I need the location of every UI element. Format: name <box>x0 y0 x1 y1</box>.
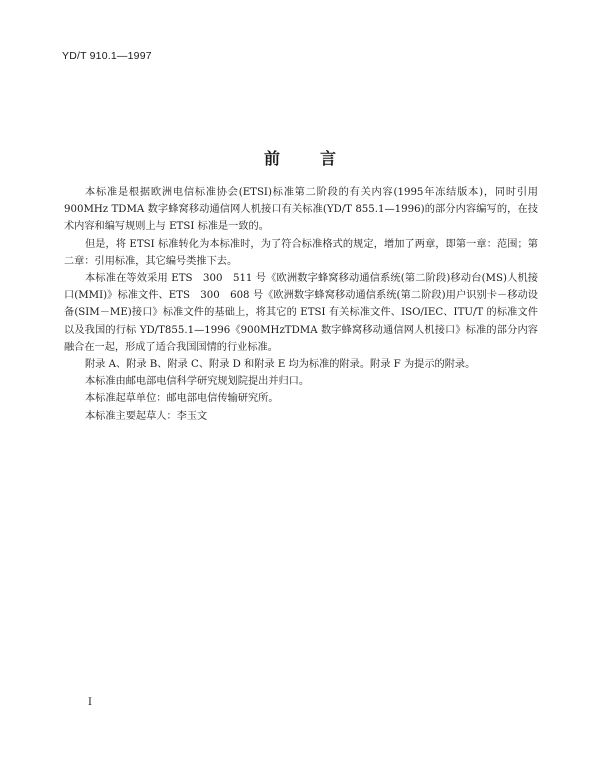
paragraph: 附录 A、附录 B、附录 C、附录 D 和附录 E 均为标准的附录。附录 F 为提示的附录。 <box>85 359 476 371</box>
page-title: 前 言 <box>263 149 348 168</box>
paragraph: 本标准是根据欧洲电信标准协会(ETSI)标准第二阶段的有关内容(1995年冻结版本)，同时引用900MHz TDMA 数字蜂窝移动通信网人机接口有关标准(YD/T 855.1—1996)的部分内容编写的，在技术内容和编写规则上与 ETSI 标准是一致的。 <box>64 187 538 233</box>
paragraph: 本标准在等效采用 ETS 300 511 号《欧洲数字蜂窝移动通信系统(第二阶段)移动台(MS)人机接口(MMI)》标准文件、ETS 300 608 号《欧洲数字蜂窝移动通信系统(第二阶段)用户识别卡－移动设备(SIM－ME)接口》标准文件的基础上，将其它的 ETSI 有关标准文件、ISO/IEC、ITU/T 的标准文件以及我国的行标 YD/T855.1—1996《900MHzTDMA 数字蜂窝移动通信网人机接口》标准的部分内容融合在一起，形成了适合我国国情的行业标准。 <box>64 273 538 353</box>
paragraph: 本标准主要起草人：李玉文 <box>85 410 208 422</box>
paragraph: 本标准由邮电部电信科学研究规划院提出并归口。 <box>85 376 310 388</box>
page-number: I <box>88 697 92 708</box>
foreword-body <box>64 184 538 425</box>
standard-code: YD/T 910.1—1997 <box>62 50 152 62</box>
paragraph: 本标准起草单位：邮电部电信传输研究所。 <box>85 393 279 405</box>
paragraph: 但是，将 ETSI 标准转化为本标准时，为了符合标准格式的规定，增加了两章，即第一章：范围；第二章：引用标准，其它编号类推下去。 <box>64 238 538 267</box>
